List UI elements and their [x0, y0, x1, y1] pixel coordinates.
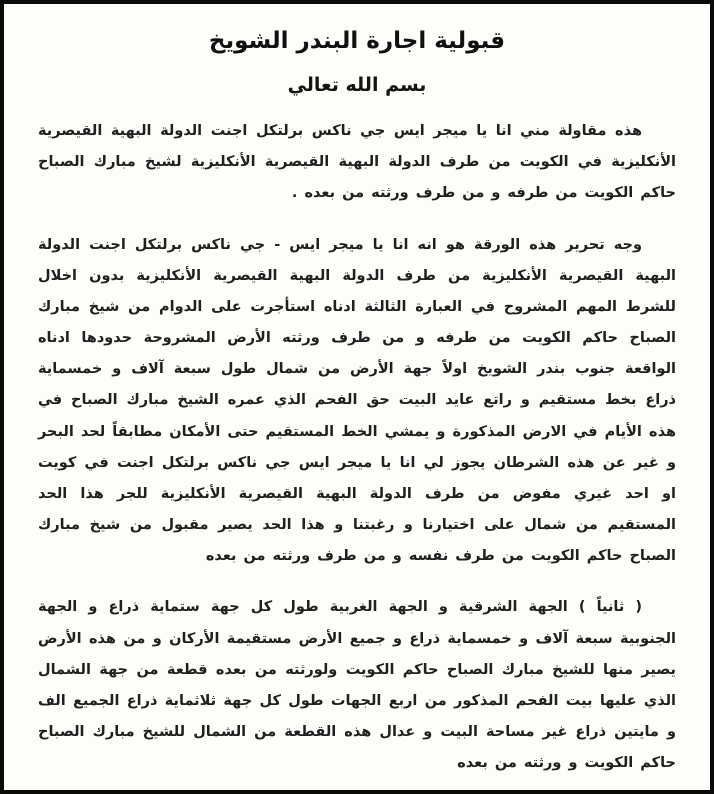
document-content	[4, 4, 710, 794]
paragraph-first-clause: وجه تحرير هذه الورقة هو انه انا يا ميجر ايس - جي ناكس برلتكل اجنت الدولة البهية القيصرية الأنكليزية من طرف الدولة البهية القيصرية الأنكليزية بدون اخلال للشرط المهم المشروح في العبارة الثالثة ادناه استأجرت على الدوام من شيخ مبارك الصباح حاكم الكويت من طرفه و من طرف ورثته الأرض المشروحة حدودها ادناه الواقعة جنوب بندر الشويخ اولاً جهة الأرض من شمال طول سبعة آلاف و خمسماية ذراع بخط مستقيم و راتع عايد البيت حق الفحم الذي عمره الشيخ مبارك الصباح في هذه الأيام في الارض المذكورة و يمشي الخط المستقيم حتى الأمكان مطابقاً لحد البحر و غير عن هذه الشرطان يجوز لي انا يا ميجر ايس جي ناكس برلتكل اجنت في كويت او احد غيري مفوض من طرف الدولة البهية القيصرية الأنكليزية للجر هذا الحد المستقيم من شمال على اختيارنا و رغبتنا و هذا الحد يصير مقبول من شيخ مبارك الصباح حاكم الكويت من طرف نفسه و من طرف ورثته من بعده	[38, 236, 676, 565]
document-title: قبولية اجارة البندر الشويخ	[208, 28, 506, 54]
paragraph-second-clause: ( ثانياً ) الجهة الشرقية و الجهة الغربية طول كل جهة ستماية ذراع و الجهة الجنوبية سبعة آلاف و خمسماية ذراع و جميع الأرض مستقيمة الأركان و من هذه الأرض يصير منها للشيخ مبارك الصباح حاكم الكويت ولورثته من بعده قطعة من جهة الشمال الذي عليها بيت الفحم المذكور من اربع الجهات طول كل جهة ثلاثماية ذراع الجميع الف و مايتين ذراع غير مساحة البيت و عدال هذه القطعة من الشمال للشيخ مبارك الصباح حاكم الكويت و ورثته من بعده	[38, 599, 676, 772]
end-of-text-row	[40, 785, 676, 794]
paragraph-preamble: هذه مقاولة مني انا يا ميجر ايس جي ناكس برلتكل اجنت الدولة البهية القيصرية الأنكليزية في الكويت من طرف الدولة البهية القيصرية الأنكليزية لشيخ مبارك الصباح حاكم الكويت من طرفه و من طرف ورثته من بعده .	[38, 123, 676, 202]
basmala-heading: بسم الله تعالي	[287, 74, 427, 96]
